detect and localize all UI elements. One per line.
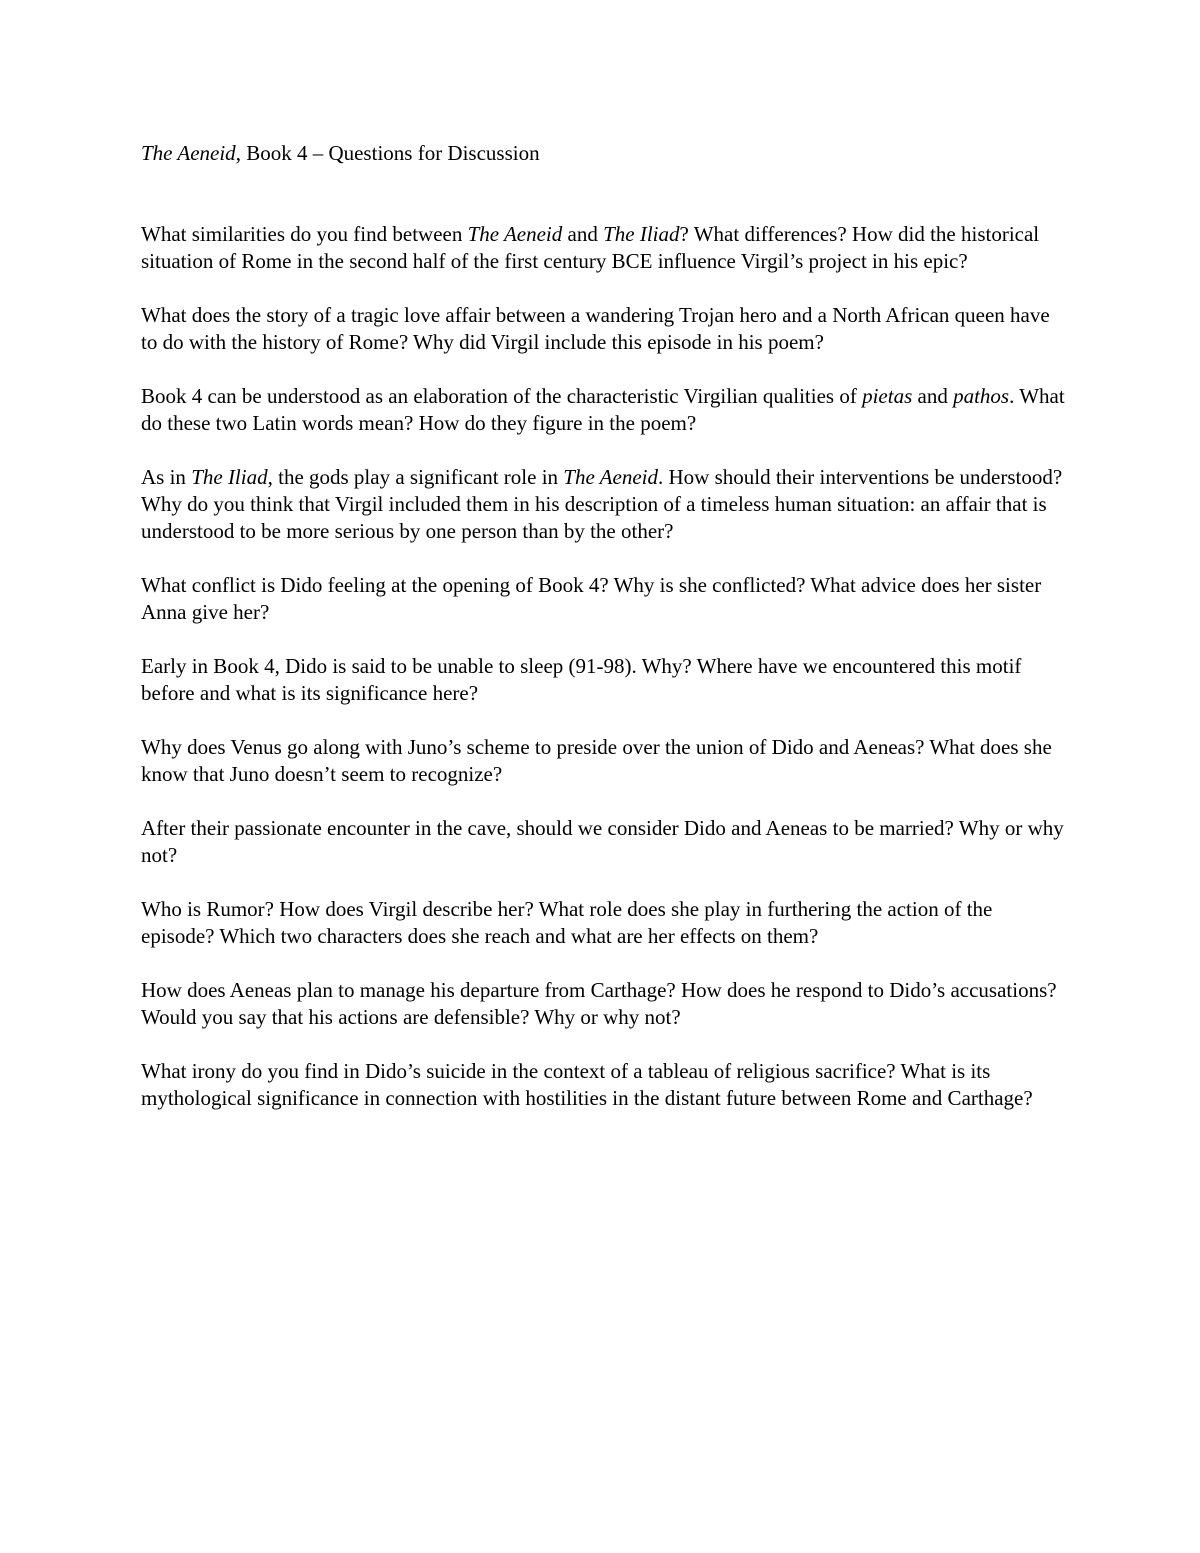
- italic-title-text: The Iliad: [191, 465, 268, 489]
- question-list: [141, 221, 1071, 1112]
- question-paragraph: [141, 653, 1071, 707]
- question-paragraph: [141, 572, 1071, 626]
- question-text: . How should their interventions be understood? Why do you think that Virgil included them in his description of a timeless human situation: an affair that is understood to be more serious by one person than by the other?: [141, 465, 1063, 543]
- question-paragraph: [141, 896, 1071, 950]
- italic-title-text: The Aeneid: [563, 465, 658, 489]
- question-text: and: [912, 384, 954, 408]
- question-text: ? What differences? How did the historical situation of Rome in the second half of the first century BCE influence Virgil’s project in his epic?: [141, 222, 1040, 273]
- question-text: After their passionate encounter in the cave, should we consider Dido and Aeneas to be married? Why or why not?: [141, 816, 1064, 867]
- question-paragraph: [141, 734, 1071, 788]
- question-text: Why does Venus go along with Juno’s scheme to preside over the union of Dido and Aeneas? What does she know that Juno doesn’t seem to recognize?: [141, 735, 1052, 786]
- italic-title-text: The Iliad: [603, 222, 680, 246]
- question-text: How does Aeneas plan to manage his departure from Carthage? How does he respond to Dido’s accusations? Would you say that his actions are defensible? Why or why not?: [141, 978, 1057, 1029]
- question-paragraph: [141, 464, 1071, 545]
- question-text: What irony do you find in Dido’s suicide in the context of a tableau of religious sacrifice? What is its mythological significance in connection with hostilities in the distant future between Rome and Carthage?: [141, 1059, 1033, 1110]
- question-paragraph: [141, 383, 1071, 437]
- question-text: , the gods play a significant role in: [267, 465, 564, 489]
- question-text: As in: [141, 465, 192, 489]
- document-title-rest: , Book 4 – Questions for Discussion: [235, 141, 540, 165]
- question-text: What similarities do you find between: [141, 222, 468, 246]
- document-title: [141, 140, 1071, 167]
- question-paragraph: [141, 977, 1071, 1031]
- italic-title-text: The Aeneid: [467, 222, 563, 246]
- italic-title-text: pietas: [862, 384, 913, 408]
- question-paragraph: [141, 815, 1071, 869]
- question-text: Early in Book 4, Dido is said to be unable to sleep (91-98). Why? Where have we encountered this motif before and what is its significance here?: [141, 654, 1022, 705]
- question-paragraph: [141, 302, 1071, 356]
- question-text: What conflict is Dido feeling at the opening of Book 4? Why is she conflicted? What advice does her sister Anna give her?: [141, 573, 1042, 624]
- question-text: and: [562, 222, 604, 246]
- question-text: Who is Rumor? How does Virgil describe her? What role does she play in furthering the action of the episode? Which two characters does she reach and what are her effects on them?: [141, 897, 993, 948]
- question-text: . What do these two Latin words mean? How do they figure in the poem?: [141, 384, 1065, 435]
- document-title-italic: The Aeneid: [141, 141, 236, 165]
- question-text: Book 4 can be understood as an elaboration of the characteristic Virgilian qualities of: [141, 384, 863, 408]
- question-paragraph: [141, 221, 1071, 275]
- italic-title-text: pathos: [953, 384, 1010, 408]
- question-text: What does the story of a tragic love affair between a wandering Trojan hero and a North African queen have to do with the history of Rome? Why did Virgil include this episode in his poem?: [141, 303, 1050, 354]
- document-body: [141, 140, 1071, 1139]
- question-paragraph: [141, 1058, 1071, 1112]
